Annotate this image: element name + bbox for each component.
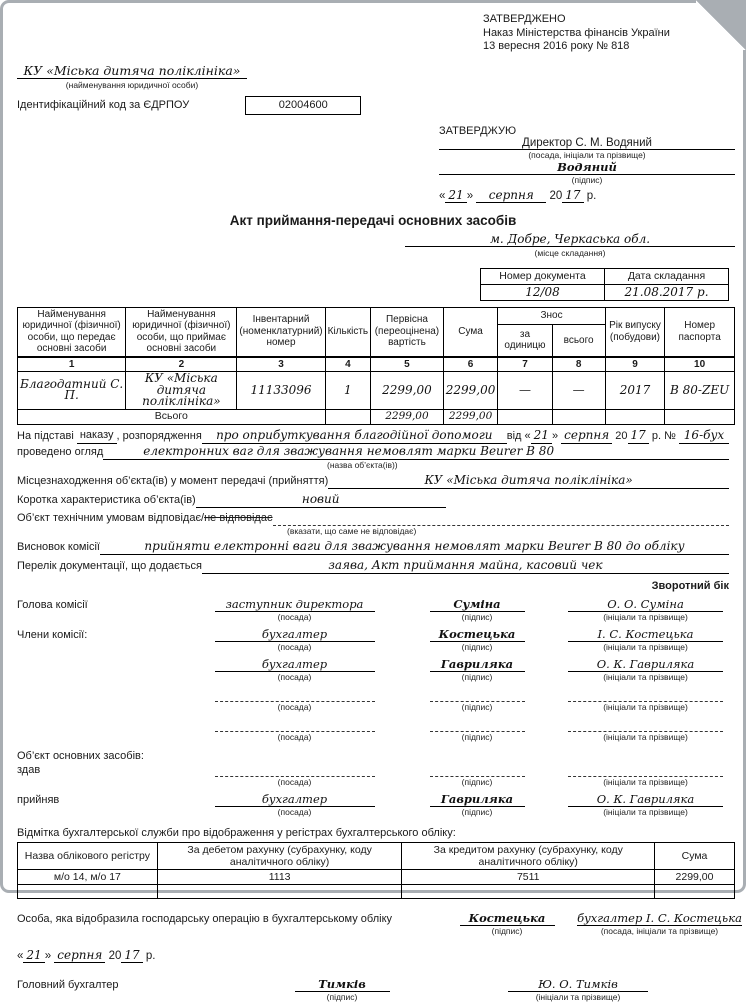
total-initial-value: 2299,00 — [371, 409, 444, 424]
place-caption: (місце складання) — [534, 247, 606, 258]
col-num: 6 — [443, 357, 498, 372]
basis-date-month: серпня — [561, 428, 612, 444]
location-line — [17, 473, 729, 489]
total-label: Всього — [18, 409, 326, 424]
org-name-caption: (найменування юридичної особи) — [65, 79, 199, 90]
doc-date-header: Дата складання — [605, 268, 729, 284]
characteristic-line — [17, 492, 729, 508]
basis-line — [17, 428, 729, 444]
cell-sum: 2299,00 — [443, 372, 498, 410]
name-line: І. С. Костецька — [568, 627, 723, 642]
col-num: 4 — [325, 357, 370, 372]
approve-date-century: 20 — [549, 189, 563, 202]
accounting-data-row — [18, 869, 735, 884]
assets-table — [17, 307, 735, 425]
cell-wear-per-unit: — — [498, 372, 552, 410]
quote-open: « — [524, 429, 531, 442]
recorder-label: Особа, яка відобразила господарську операцію в бухгалтерському обліку — [17, 912, 393, 925]
conclusion-value: прийняти електронні ваги для зважування немовлят марки Beurer B 80 до обліку — [100, 539, 729, 555]
approve-block — [439, 125, 735, 203]
assets-column-numbers-row — [18, 357, 735, 372]
approved-title: ЗАТВЕРДЖЕНО — [483, 13, 566, 25]
col-passport: Номер паспорта — [665, 307, 735, 357]
accounting-empty-row — [18, 884, 735, 898]
basis-date-century: 20 — [615, 429, 628, 442]
docs-attached-label: Перелік документації, що додається — [17, 559, 202, 572]
position-caption: (посада) — [277, 776, 312, 787]
doc-number-value: 12/08 — [481, 284, 605, 300]
position-line: заступник директора — [215, 597, 375, 612]
col-receiver: Найменування юридичної (фізичної) особи, що приймає основні засоби — [126, 307, 237, 357]
location-label: Місцезнаходження об’єкта(ів) у момент передачі (прийняття) — [17, 474, 329, 487]
committee-row-empty — [17, 687, 729, 712]
col-transferor: Найменування юридичної (фізичної) особи, що передає основні засоби — [18, 307, 126, 357]
assets-total-row — [18, 409, 735, 424]
cell-amount: 2299,00 — [655, 869, 735, 884]
signature-line — [430, 762, 525, 777]
col-wear-total: всього — [552, 325, 605, 357]
col-num: 10 — [665, 357, 735, 372]
transfer-received-row — [17, 792, 729, 817]
chief-accountant-row — [17, 977, 729, 1002]
position-line — [215, 687, 375, 702]
accounting-header-row — [18, 842, 735, 869]
col-wear-per-unit: за одиницю — [498, 325, 552, 357]
total-sum: 2299,00 — [443, 409, 498, 424]
position-caption: (посада) — [277, 806, 312, 817]
inspection-caption-row — [17, 460, 729, 470]
conformity-caption: (вказати, що саме не відповідає) — [287, 525, 417, 536]
name-line — [568, 687, 723, 702]
signature-line: Тимків — [295, 977, 390, 992]
cell-register-name: м/о 14, м/о 17 — [18, 869, 158, 884]
position-name-caption: (посада, ініціали та прізвище) — [600, 925, 719, 936]
received-label: прийняв — [17, 793, 60, 806]
doc-number-header: Номер документа — [481, 268, 605, 284]
signature-caption: (підпис) — [326, 991, 358, 1002]
reverse-side-note: Зворотний бік — [651, 579, 729, 592]
committee-row-empty — [17, 717, 729, 742]
doc-number-table — [480, 268, 729, 301]
edrpou-row — [17, 96, 729, 115]
signature-caption: (підпис) — [491, 925, 523, 936]
name-line: О. К. Гавриляка — [568, 792, 723, 807]
position-line: бухгалтер — [215, 627, 375, 642]
name-caption: (ініціали та прізвище) — [535, 991, 621, 1002]
col-num: 8 — [552, 357, 605, 372]
committee-head-label: Голова комісії — [17, 598, 88, 611]
edrpou-code-box: 02004600 — [245, 96, 361, 115]
edrpou-label: Ідентифікаційний код за ЄДРПОУ — [17, 99, 190, 111]
characteristic-value: новий — [196, 492, 446, 508]
inspection-label: проведено огляд — [17, 445, 104, 458]
approve-date-month: серпня — [476, 188, 546, 203]
place-value: м. Добре, Черкаська обл. — [405, 232, 735, 247]
cell-receiver: КУ «Міська дитяча поліклініка» — [126, 372, 237, 410]
col-num: 9 — [605, 357, 665, 372]
conformity-line — [17, 511, 729, 526]
name-line — [568, 717, 723, 732]
name-line — [568, 762, 723, 777]
basis-value: про оприбуткування благодійної допомоги — [202, 428, 507, 444]
name-line: бухгалтер І. С. Костецька — [577, 910, 742, 925]
footer-date-year: 17 — [121, 948, 142, 963]
signature-line: Гавриляка — [430, 657, 525, 672]
approve-date — [439, 188, 735, 203]
committee-row-label — [17, 657, 197, 682]
place-block — [405, 230, 735, 258]
cell-quantity: 1 — [325, 372, 370, 410]
approve-position-caption: (посада, ініціали та прізвище) — [528, 149, 646, 160]
location-value: КУ «Міська дитяча поліклініка» — [328, 473, 729, 489]
cell-wear-total: — — [552, 372, 605, 410]
signature-line: Костецька — [430, 627, 525, 642]
position-caption: (посада) — [277, 671, 312, 682]
basis-num-label: № — [664, 429, 676, 442]
col-sum: Сума — [443, 307, 498, 357]
col-register-name: Назва облікового регістру — [18, 842, 158, 869]
cell-passport: В 80-ZEU — [665, 372, 735, 410]
page-fold-corner-icon — [696, 0, 746, 50]
position-line — [215, 717, 375, 732]
transfer-title: Об’єкт основних засобів: — [17, 749, 144, 762]
assets-header-row — [18, 307, 735, 325]
signature-line: Гавриляка — [430, 792, 525, 807]
footer-date-century: 20 — [108, 949, 122, 962]
signature-caption: (підпис) — [461, 731, 493, 742]
cell-credit: 7511 — [402, 869, 655, 884]
quote-open: « — [17, 949, 24, 962]
signature-caption: (підпис) — [461, 611, 493, 622]
col-num: 2 — [126, 357, 237, 372]
approve-date-year: 17 — [562, 188, 583, 203]
basis-num-value: 16-бух — [679, 428, 729, 444]
gave-label: здав — [17, 763, 41, 776]
asset-data-row — [18, 372, 735, 410]
approve-date-day: 21 — [445, 188, 466, 203]
signature-line — [430, 717, 525, 732]
org-name-block — [17, 62, 247, 90]
accounting-table — [17, 842, 735, 899]
name-caption: (ініціали та прізвище) — [603, 806, 688, 817]
conformity-label: Об’єкт технічним умовам відповідає/ — [17, 511, 205, 524]
approved-order-line: Наказ Міністерства фінансів України — [483, 26, 670, 39]
position-line: бухгалтер — [215, 792, 375, 807]
conformity-caption-row — [17, 526, 729, 536]
quote-open: « — [439, 189, 446, 202]
basis-label: На підставі — [17, 429, 74, 442]
signature-caption: (підпис) — [461, 701, 493, 712]
col-num: 5 — [371, 357, 444, 372]
col-credit: За кредитом рахунку (субрахунку, коду аналітичного обліку) — [402, 842, 655, 869]
basis-order-word: наказу — [77, 428, 117, 444]
signature-caption: (підпис) — [461, 671, 493, 682]
name-caption: (ініціали та прізвище) — [603, 701, 688, 712]
characteristic-label: Коротка характеристика об’єкта(ів) — [17, 493, 196, 506]
signature-caption: (підпис) — [461, 641, 493, 652]
docs-attached-value: заява, Акт приймання майна, касовий чек — [202, 558, 729, 574]
basis-date-year: 17 — [628, 428, 649, 444]
col-num: 3 — [237, 357, 325, 372]
approve-signature-caption: (підпис) — [571, 174, 603, 185]
inspection-line — [17, 444, 729, 460]
col-inventory-number: Інвентарний (номенклатурний) номер — [237, 307, 325, 357]
name-caption: (ініціали та прізвище) — [603, 731, 688, 742]
approve-position-line: Директор С. М. Водяний — [439, 137, 735, 150]
footer-date-month: серпня — [54, 948, 105, 963]
committee-row-member — [17, 657, 729, 682]
total-empty — [325, 409, 370, 424]
cell-inventory-number: 11133096 — [237, 372, 325, 410]
committee-row-label — [17, 717, 197, 742]
position-caption: (посада) — [277, 611, 312, 622]
name-caption: (ініціали та прізвище) — [603, 776, 688, 787]
cell-year: 2017 — [605, 372, 665, 410]
name-caption: (ініціали та прізвище) — [603, 611, 688, 622]
approved-block — [483, 13, 729, 54]
approved-date-line: 13 вересня 2016 року № 818 — [483, 40, 630, 52]
accounting-note: Відмітка бухгалтерської служби про відображення у регістрах бухгалтерського обліку: — [17, 826, 456, 839]
position-line: бухгалтер — [215, 657, 375, 672]
org-name-value: КУ «Міська дитяча поліклініка» — [17, 63, 247, 79]
basis-from-label: від — [506, 429, 522, 442]
basis-date-era: р. — [651, 429, 662, 442]
footer-date — [17, 948, 729, 963]
page-title: Акт приймання-передачі основних засобів — [229, 212, 517, 228]
col-num: 1 — [18, 357, 126, 372]
committee-row-label — [17, 687, 197, 712]
cell-debit: 1113 — [157, 869, 402, 884]
transfer-gave-row — [17, 762, 729, 787]
position-caption: (посада) — [277, 731, 312, 742]
chief-label: Головний бухгалтер — [17, 978, 119, 991]
signature-line — [430, 687, 525, 702]
doc-date-value: 21.08.2017 р. — [605, 284, 729, 300]
name-caption: (ініціали та прізвище) — [603, 671, 688, 682]
quote-close: » — [551, 429, 559, 442]
signature-line: Суміна — [430, 597, 525, 612]
approve-signature: Водяний — [439, 160, 735, 175]
signature-caption: (підпис) — [461, 776, 493, 787]
signature-caption: (підпис) — [461, 806, 493, 817]
docs-attached-line — [17, 558, 729, 574]
footer-date-day: 21 — [23, 948, 44, 963]
basis-date-day: 21 — [531, 428, 552, 444]
name-line: Ю. О. Тимків — [508, 977, 648, 992]
basis-label-rest: , розпорядження — [116, 429, 202, 442]
committee-row-head — [17, 597, 729, 622]
approve-title: ЗАТВЕРДЖУЮ — [439, 124, 517, 137]
position-line — [215, 762, 375, 777]
position-caption: (посада) — [277, 701, 312, 712]
name-line: О. О. Суміна — [568, 597, 723, 612]
cell-transferor: Благодатний С. П. — [18, 372, 126, 410]
conformity-struck-option: не відповідає — [204, 511, 273, 524]
position-caption: (посада) — [277, 641, 312, 652]
approve-date-era: р. — [586, 189, 597, 202]
committee-row-member — [17, 627, 729, 652]
recorder-row — [17, 910, 742, 936]
col-quantity: Кількість — [325, 307, 370, 357]
inspection-value: електронних ваг для зважування немовлят марки Beurer B 80 — [103, 444, 729, 460]
conclusion-label: Висновок комісії — [17, 540, 100, 553]
signature-line: Костецька — [460, 911, 555, 926]
col-debit: За дебетом рахунку (субрахунку, коду аналітичного обліку) — [157, 842, 402, 869]
conclusion-line — [17, 539, 729, 555]
col-year: Рік випуску (побудови) — [605, 307, 665, 357]
quote-close: » — [44, 949, 52, 962]
name-caption: (ініціали та прізвище) — [603, 641, 688, 652]
col-wear: Знос — [498, 307, 605, 325]
inspection-caption: (назва об’єкта(ів)) — [327, 459, 398, 470]
col-num: 7 — [498, 357, 552, 372]
col-amount: Сума — [655, 842, 735, 869]
name-line: О. К. Гавриляка — [568, 657, 723, 672]
cell-initial-value: 2299,00 — [371, 372, 444, 410]
col-initial-value: Первісна (переоцінена) вартість — [371, 307, 444, 357]
committee-members-label: Члени комісії: — [17, 628, 88, 641]
quote-close: » — [466, 189, 474, 202]
footer-date-era: р. — [145, 949, 156, 962]
